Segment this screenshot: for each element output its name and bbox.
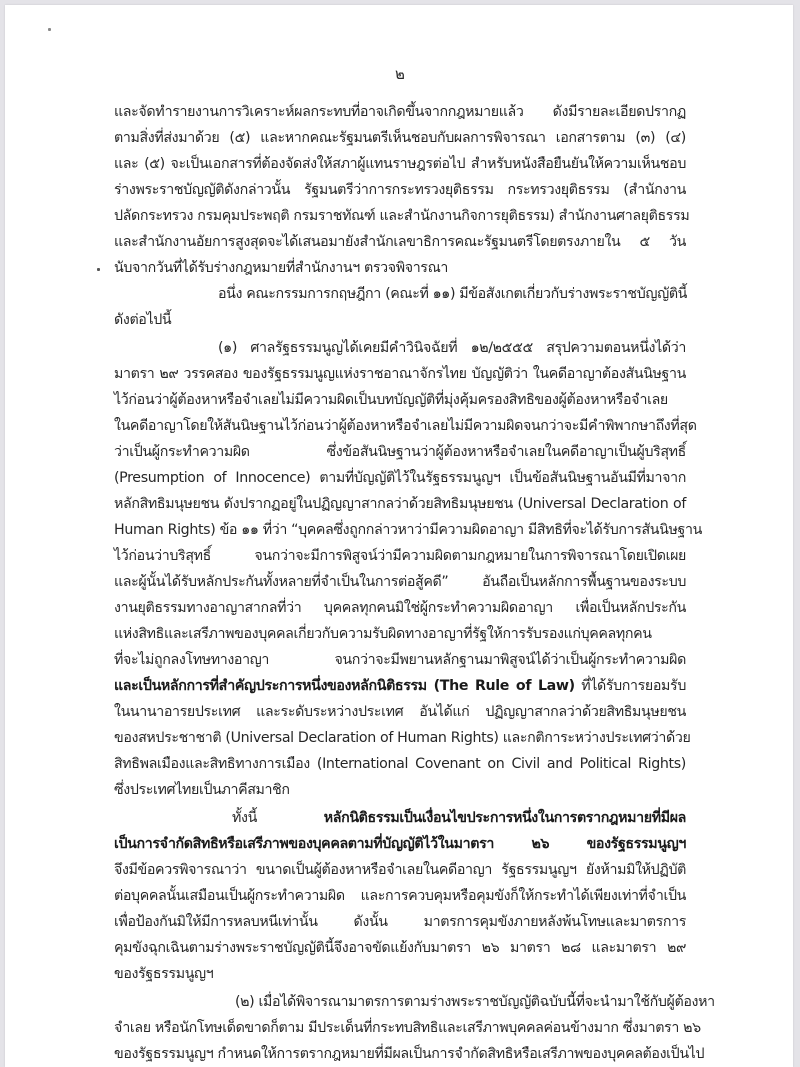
text-line: ปลัดกระทรวง กรมคุมประพฤติ กรมราชทัณฑ์ และสำนักงานกิจการยุติธรรม) สำนักงานศาลยุติธรรม [114, 208, 690, 224]
text-line: ไว้ก่อนว่าผู้ต้องหาหรือจำเลยไม่มีความผิดเป็นบทบัญญัติที่มุ่งคุ้มครองสิทธิของผู้ต้องหาหรือจำเลย [114, 392, 668, 408]
page-number: ๒ [395, 65, 405, 83]
text-line: ดังต่อไปนี้ [114, 312, 172, 328]
text-line: จึงมีข้อควรพิจารณาว่า ขนาดเป็นผู้ต้องหาหรือจำเลยในคดีอาญา รัฐธรรมนูญฯ ยังห้ามมิให้ปฏิบัติ [114, 862, 686, 878]
text-line: และจัดทำรายงานการวิเคราะห์ผลกระทบที่อาจเกิดขึ้นจากกฎหมายแล้ว ดังมีรายละเอียดปรากฏ [114, 104, 686, 120]
text-line: ว่าเป็นผู้กระทำความผิด ซึ่งข้อสันนิษฐานว่าผู้ต้องหาหรือจำเลยในคดีอาญาเป็นผู้บริสุทธิ์ [114, 444, 686, 460]
text-line: มาตรา ๒๙ วรรคสอง ของรัฐธรรมนูญแห่งราชอาณาจักรไทย บัญญัติว่า ในคดีอาญาต้องสันนิษฐาน [114, 366, 686, 382]
text-line: จำเลย หรือนักโทษเด็ดขาดก็ตาม มีประเด็นที่กระทบสิทธิและเสรีภาพบุคคลค่อนข้างมาก ซึ่งมาตรา ๒๖ [114, 1020, 701, 1036]
text-line: หลักสิทธิมนุษยชน ดังปรากฏอยู่ในปฏิญญาสากลว่าด้วยสิทธิมนุษยชน (Universal Declaration of [114, 496, 686, 512]
text-line: และ (๕) จะเป็นเอกสารที่ต้องจัดส่งให้สภาผู้แทนราษฎรต่อไป สำหรับหนังสือยืนยันให้ความเห็นชอบ [114, 156, 686, 172]
bold-emphasis: และเป็นหลักการที่สำคัญประการหนึ่งของหลักนิติธรรม (The Rule of Law) [114, 678, 575, 694]
text-line: ที่จะไม่ถูกลงโทษทางอาญา จนกว่าจะมีพยานหลักฐานมาพิสูจน์ได้ว่าเป็นผู้กระทำความผิด [114, 652, 686, 668]
text-line: เพื่อป้องกันมิให้มีการหลบหนีเท่านั้น ดังนั้น มาตรการคุมขังภายหลังพ้นโทษและมาตรการ [114, 914, 686, 930]
text-line: และผู้นั้นได้รับหลักประกันทั้งหลายที่จำเป็นในการต่อสู้คดี” อันถือเป็นหลักการพื้นฐานของระบบ [114, 574, 686, 590]
text-line: แห่งสิทธิและเสรีภาพของบุคคลเกี่ยวกับความรับผิดทางอาญาที่รัฐให้การรับรองแก่บุคคลทุกคน [114, 626, 652, 642]
text-line: สิทธิพลเมืองและสิทธิทางการเมือง (International Covenant on Civil and Political Rights) [114, 756, 686, 772]
text-line: ของรัฐธรรมนูญฯ [114, 966, 214, 982]
text-line: ของรัฐธรรมนูญฯ กำหนดให้การตรากฎหมายที่มีผลเป็นการจำกัดสิทธิหรือเสรีภาพของบุคคลต้องเป็นไป [114, 1046, 705, 1062]
text-line: ในคดีอาญาโดยให้สันนิษฐานไว้ก่อนว่าผู้ต้องหาหรือจำเลยไม่มีความผิดจนกว่าจะมีคำพิพากษาถึงที่สุด [114, 418, 697, 434]
scan-speck [97, 268, 100, 271]
text-line: นับจากวันที่ได้รับร่างกฎหมายที่สำนักงานฯ ตรวจพิจารณา [114, 260, 449, 276]
item-2-start: (๒) เมื่อได้พิจารณามาตรการตามร่างพระราชบัญญัติฉบับนี้ที่จะนำมาใช้กับผู้ต้องหา [235, 994, 715, 1010]
text-line: ร่างพระราชบัญญัติดังกล่าวนั้น รัฐมนตรีว่าการกระทรวงยุติธรรม กระทรวงยุติธรรม (สำนักงาน [114, 182, 686, 198]
text-line: ซึ่งประเทศไทยเป็นภาคีสมาชิก [114, 782, 290, 798]
item-1-start: (๑) ศาลรัฐธรรมนูญได้เคยมีคำวินิจฉัยที่ ๑๒/๒๕๕๕ สรุปความตอนหนึ่งได้ว่า [218, 340, 686, 356]
bold-emphasis: หลักนิติธรรมเป็นเงื่อนไขประการหนึ่งในการตรากฎหมายที่มีผล [323, 810, 686, 826]
text-line-mixed [114, 676, 686, 696]
text-line: ต่อบุคคลนั้นเสมือนเป็นผู้กระทำความผิด และการควบคุมหรือคุมขังก็ให้กระทำได้เพียงเท่าที่จำเป็น [114, 888, 686, 904]
scan-speck [48, 28, 51, 31]
text-span: ทั้งนี้ [232, 810, 324, 826]
text-line: ในนานาอารยประเทศ และระดับระหว่างประเทศ อันได้แก่ ปฏิญญาสากลว่าด้วยสิทธิมนุษยชน [114, 704, 686, 720]
text-line: ของสหประชาชาติ (Universal Declaration of Human Rights) และกติการะหว่างประเทศว่าด้วย [114, 730, 691, 746]
text-line: (Presumption of Innocence) ตามที่บัญญัติไว้ในรัฐธรรมนูญฯ เป็นข้อสันนิษฐานอันมีที่มาจาก [114, 470, 686, 486]
paragraph-start: อนึ่ง คณะกรรมการกฤษฎีกา (คณะที่ ๑๑) มีข้อสังเกตเกี่ยวกับร่างพระราชบัญญัตินี้ [218, 286, 688, 302]
text-line: Human Rights) ข้อ ๑๑ ที่ว่า “บุคคลซึ่งถูกกล่าวหาว่ามีความผิดอาญา มีสิทธิที่จะได้รับการสันนิษฐาน [114, 522, 702, 538]
text-line: งานยุติธรรมทางอาญาสากลที่ว่า บุคคลทุกคนมิใช่ผู้กระทำความผิดอาญา เพื่อเป็นหลักประกัน [114, 600, 686, 616]
bold-line: เป็นการจำกัดสิทธิหรือเสรีภาพของบุคคลตามที่บัญญัติไว้ในมาตรา ๒๖ ของรัฐธรรมนูญฯ [114, 836, 686, 852]
text-line: ตามสิ่งที่ส่งมาด้วย (๕) และหากคณะรัฐมนตรีเห็นชอบกับผลการพิจารณา เอกสารตาม (๓) (๔) [114, 130, 686, 146]
text-line: คุมขังฉุกเฉินตามร่างพระราชบัญญัตินี้จึงอาจขัดแย้งกับมาตรา ๒๖ มาตรา ๒๘ และมาตรา ๒๙ [114, 940, 686, 956]
text-line-mixed [232, 808, 686, 828]
text-span: ที่ได้รับการยอมรับ [574, 678, 686, 694]
text-line: ไว้ก่อนว่าบริสุทธิ์ จนกว่าจะมีการพิสูจน์ว่ามีความผิดตามกฎหมายในการพิจารณาโดยเปิดเผย [114, 548, 686, 564]
text-line: และสำนักงานอัยการสูงสุดจะได้เสนอมายังสำนักเลขาธิการคณะรัฐมนตรีโดยตรงภายใน ๕ วัน [114, 234, 686, 250]
